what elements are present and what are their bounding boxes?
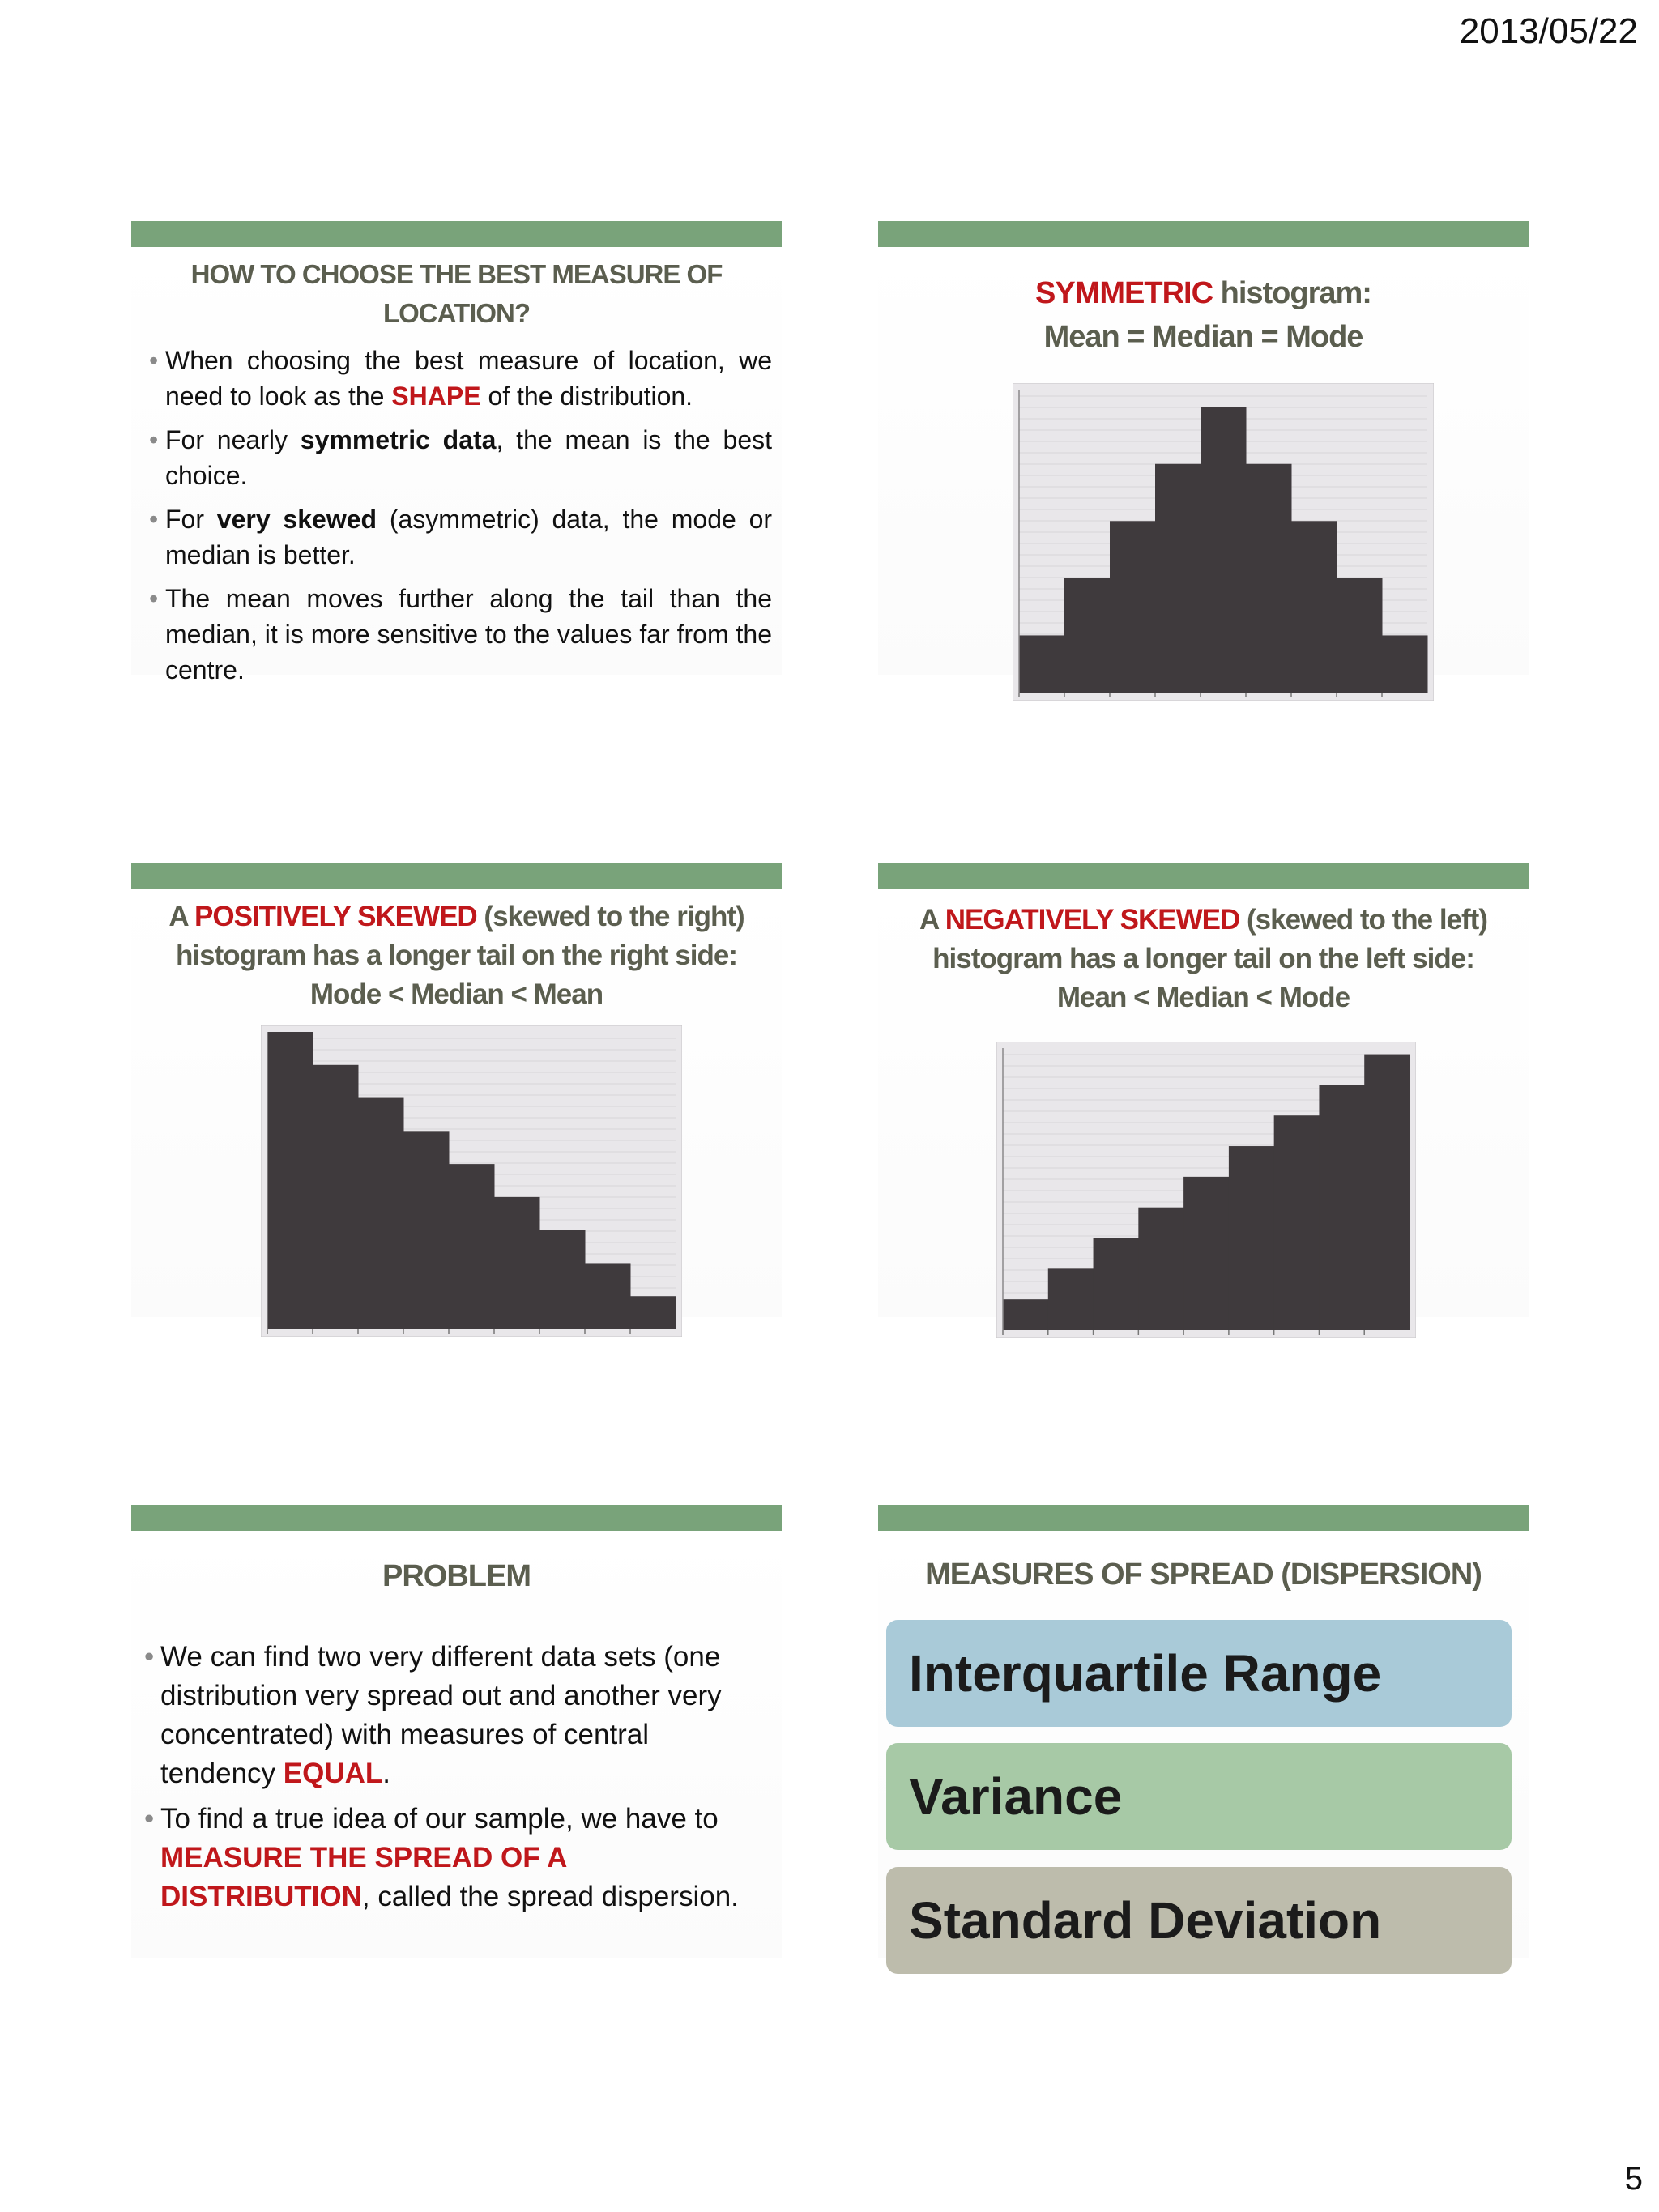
histogram-bar	[1019, 635, 1065, 693]
histogram-negative-skew	[996, 1042, 1416, 1338]
slide-choose-measure	[131, 221, 782, 684]
histogram-bar	[539, 1230, 586, 1329]
histogram-bar	[1229, 1146, 1274, 1330]
histogram-bar	[267, 1032, 313, 1329]
histogram-bar	[630, 1296, 676, 1329]
histogram-bar	[1201, 407, 1247, 693]
histogram-bar	[1094, 1238, 1139, 1330]
slide-accent-bar	[878, 863, 1529, 889]
slide-measures-of-spread	[878, 1505, 1529, 1958]
slide-title: A NEGATIVELY SKEWED (skewed to the left) histogram has a longer tail on the left side: Mean < Median < Mode	[919, 904, 1487, 1013]
bullet-item: • When choosing the best measure of location, we need to look as the SHAPE of the distribution.	[149, 346, 772, 411]
bullet-item: • For very skewed (asymmetric) data, the mode or median is better.	[149, 505, 773, 569]
slide-body	[878, 247, 1529, 675]
histogram-bar	[1183, 1177, 1229, 1330]
bullet-list	[149, 343, 772, 696]
histogram-bar	[1337, 578, 1383, 693]
bullet-item: • To find a true idea of our sample, we have to MEASURE THE SPREAD OF A DISTRIBUTION, called the spread dispersion.	[144, 1803, 739, 1912]
slide-body	[131, 1531, 782, 1958]
slide-title: MEASURES OF SPREAD (DISPERSION)	[925, 1558, 1482, 1592]
variance-box: Variance	[886, 1743, 1512, 1850]
slide-accent-bar	[131, 221, 782, 247]
histogram-bar	[1003, 1299, 1048, 1330]
interquartile-range-box: Interquartile Range	[886, 1620, 1512, 1727]
histogram-bar	[449, 1164, 495, 1329]
page-number: 5	[1624, 2161, 1643, 2197]
page-date: 2013/05/22	[1459, 11, 1638, 51]
histogram-svg	[996, 1042, 1416, 1338]
histogram-bar	[1048, 1268, 1094, 1330]
histogram-bar	[403, 1131, 450, 1329]
bullet-item: • We can find two very different data sets (one distribution very spread out and another very concentrated) with measures of central tendency EQUAL.	[144, 1641, 722, 1789]
slide-positive-skew	[131, 863, 782, 1317]
histogram-bar	[1064, 578, 1111, 693]
bullet-item: • For nearly symmetric data, the mean is the best choice.	[149, 425, 773, 490]
slide-accent-bar	[878, 221, 1529, 247]
slide-negative-skew	[878, 863, 1529, 1317]
slide-title: HOW TO CHOOSE THE BEST MEASURE OF LOCATION?	[190, 259, 723, 328]
bullet-list	[144, 1638, 766, 1924]
histogram-bar	[1319, 1085, 1364, 1330]
slide-body	[878, 1531, 1529, 1958]
slide-problem	[131, 1505, 782, 1958]
histogram-bar	[1246, 464, 1292, 693]
histogram-svg	[1013, 383, 1434, 701]
histogram-bar	[1364, 1055, 1410, 1330]
histogram-bar	[1382, 635, 1428, 693]
histogram-svg	[261, 1025, 682, 1337]
histogram-bar	[1138, 1208, 1183, 1330]
slide-body	[131, 247, 782, 684]
slide-accent-bar	[131, 1505, 782, 1531]
slide-body	[131, 889, 782, 1317]
bullet-item: • The mean moves further along the tail than the median, it is more sensitive to the values far from the centre.	[149, 584, 772, 684]
histogram-bar	[358, 1098, 404, 1329]
standard-deviation-box: Standard Deviation	[886, 1867, 1512, 1974]
slide-accent-bar	[131, 863, 782, 889]
histogram-bar	[1274, 1115, 1320, 1330]
histogram-bar	[585, 1263, 631, 1329]
histogram-bar	[494, 1197, 540, 1329]
histogram-bar	[1155, 464, 1201, 693]
histogram-bar	[1110, 521, 1156, 693]
histogram-bar	[1291, 521, 1337, 693]
slide-title: PROBLEM	[382, 1559, 531, 1593]
slide-accent-bar	[878, 1505, 1529, 1531]
slide-title: SYMMETRIC histogram: Mean = Median = Mode	[1035, 276, 1371, 354]
histogram-bar	[313, 1065, 359, 1329]
histogram-symmetric	[1013, 383, 1434, 701]
slide-symmetric-histogram	[878, 221, 1529, 675]
slide-title: A POSITIVELY SKEWED (skewed to the right) histogram has a longer tail on the right side: Mode < Median < Mean	[168, 901, 744, 1010]
histogram-positive-skew	[261, 1025, 682, 1337]
slide-body	[878, 889, 1529, 1317]
